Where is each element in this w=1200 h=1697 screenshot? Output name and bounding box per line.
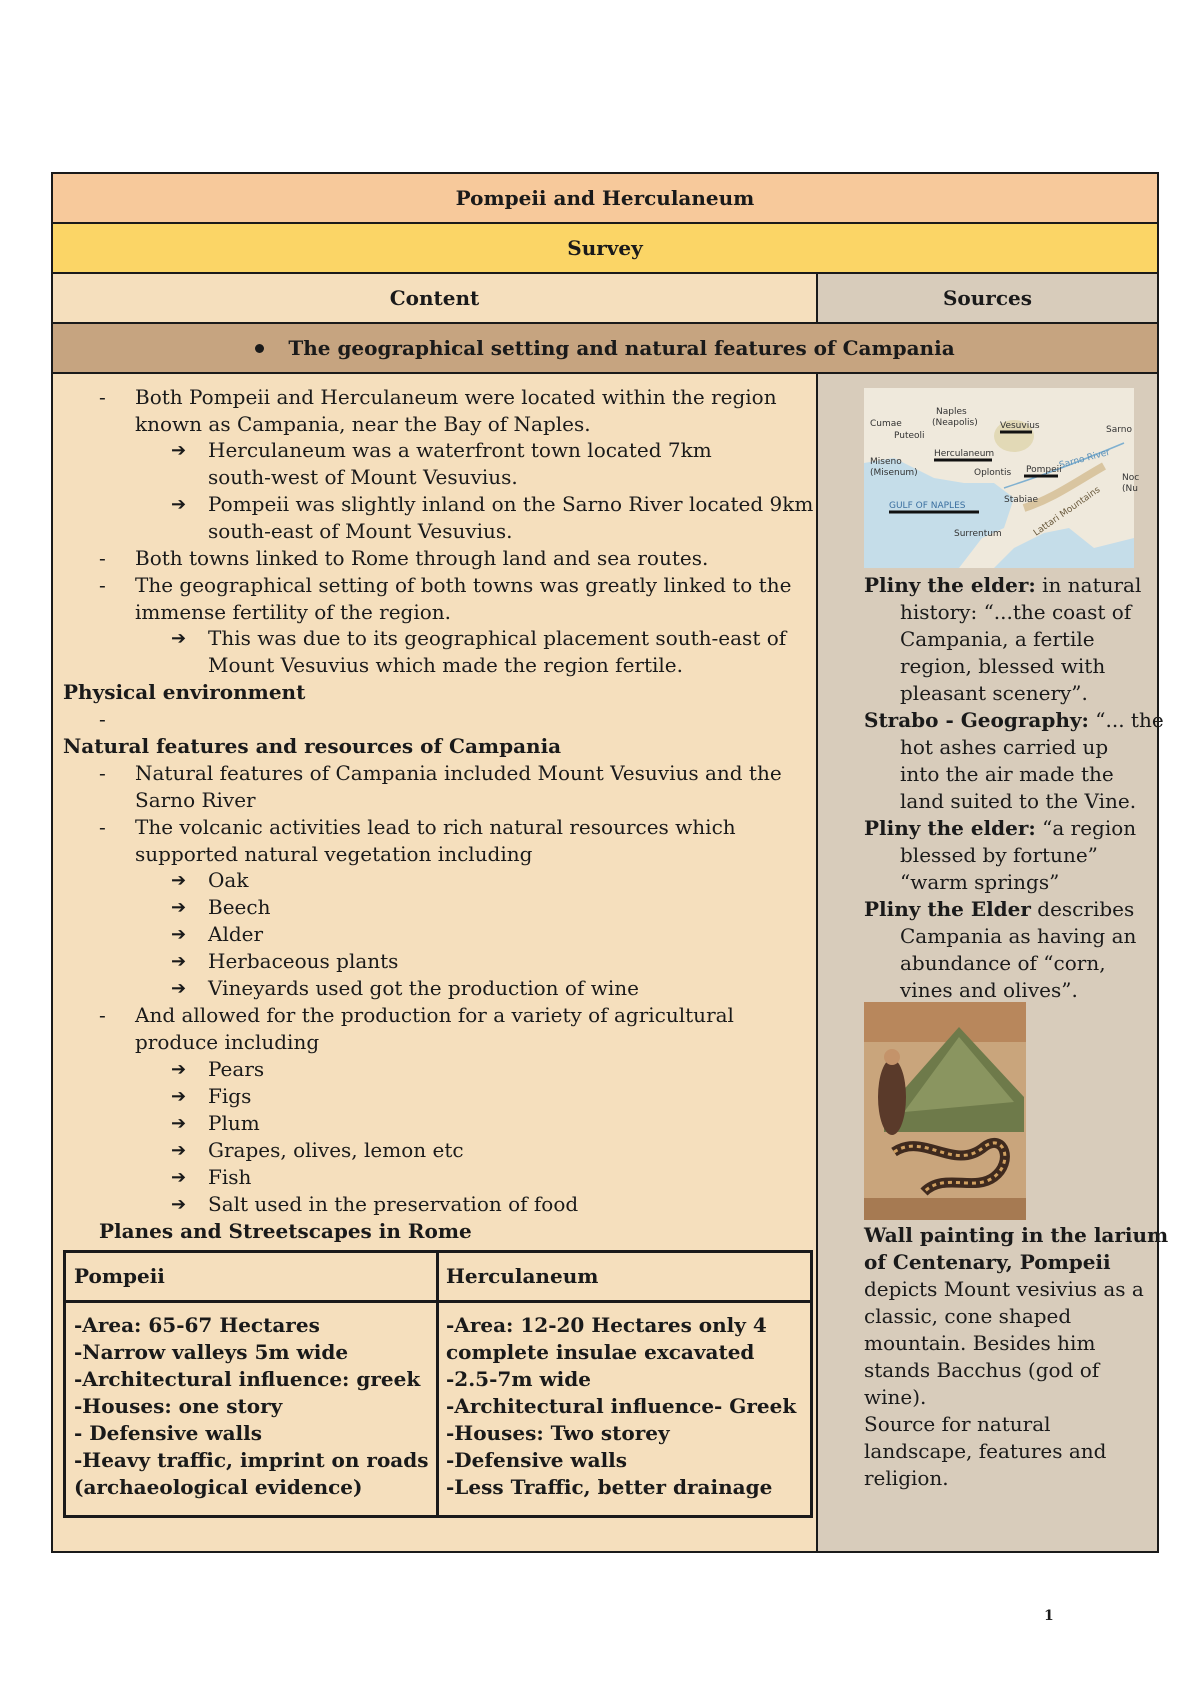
caption-line: landscape, features and [864, 1439, 1107, 1463]
table-cell-pompeii: -Houses: one story [74, 1394, 283, 1418]
map-graphic [864, 388, 1140, 568]
dash-marker: - [99, 815, 106, 839]
content-line: Mount Vesuvius which made the region fertile. [208, 653, 683, 677]
table-divider [66, 1300, 810, 1303]
table-cell-herculaneum: -Houses: Two storey [446, 1421, 670, 1445]
dash-marker: - [99, 707, 106, 731]
table-cell-pompeii: -Area: 65-67 Hectares [74, 1313, 320, 1337]
dash-marker: - [99, 573, 106, 597]
source-text: “... the [1088, 708, 1164, 732]
map-label: Stabiae [1004, 495, 1039, 505]
survey-table [51, 172, 1169, 1553]
wall-painting-image [864, 1002, 1026, 1220]
source-text: in natural [1035, 573, 1142, 597]
heading-physical-environment: Physical environment [63, 680, 306, 704]
campania-map [864, 388, 1140, 568]
table-cell-herculaneum: -Defensive walls [446, 1448, 628, 1472]
map-label: (Neapolis) [932, 418, 978, 428]
map-label: Naples [936, 407, 967, 417]
source-text: into the air made the [900, 762, 1114, 786]
map-label: GULF OF NAPLES [889, 501, 966, 511]
column-header-row [53, 274, 1157, 324]
content-line: Sarno River [135, 788, 256, 812]
list-item: Vineyards used got the production of wine [208, 976, 639, 1000]
arrow-right-icon: ➔ [171, 628, 187, 649]
arrow-right-icon: ➔ [171, 494, 187, 515]
source-quote [864, 707, 1164, 734]
arrow-right-icon: ➔ [171, 1113, 187, 1134]
arrow-right-icon: ➔ [171, 924, 187, 945]
content-line: Both towns linked to Rome through land and sea routes. [135, 546, 709, 570]
arrow-right-icon: ➔ [171, 1140, 187, 1161]
source-text: “warm springs” [900, 870, 1060, 894]
list-item: Oak [208, 868, 249, 892]
caption-line: Source for natural [864, 1412, 1051, 1436]
arrow-right-icon: ➔ [171, 440, 187, 461]
source-text: region, blessed with [900, 654, 1106, 678]
table-header-pompeii: Pompeii [74, 1264, 165, 1288]
arrow-right-icon: ➔ [171, 1167, 187, 1188]
content-line: Pompeii was slightly inland on the Sarno River located 9km [208, 492, 814, 516]
sources-column-header [818, 274, 1157, 322]
table-cell-herculaneum: complete insulae excavated [446, 1340, 755, 1364]
map-label: (Nu [1122, 484, 1138, 494]
table-body [53, 374, 1169, 1551]
arrow-right-icon: ➔ [171, 1194, 187, 1215]
source-text: pleasant scenery”. [900, 681, 1088, 705]
table-cell-pompeii: -Heavy traffic, imprint on roads [74, 1448, 429, 1472]
content-column-header [53, 274, 818, 322]
table-cell-herculaneum: -2.5-7m wide [446, 1367, 591, 1391]
content-header-label: Content [389, 286, 480, 310]
content-line: Natural features of Campania included Mount Vesuvius and the [135, 761, 782, 785]
dash-marker: - [99, 546, 106, 570]
arrow-right-icon: ➔ [171, 1059, 187, 1080]
map-label: Vesuvius [1000, 421, 1040, 431]
content-line: immense fertility of the region. [135, 600, 452, 624]
source-quote [864, 815, 1136, 842]
caption-line: religion. [864, 1466, 949, 1490]
map-label: Pompeii [1026, 465, 1062, 475]
list-item: Herbaceous plants [208, 949, 399, 973]
content-line: This was due to its geographical placement south-east of [208, 626, 787, 650]
arrow-right-icon: ➔ [171, 870, 187, 891]
table-divider [436, 1253, 439, 1515]
map-label: Puteoli [894, 431, 925, 441]
page-subtitle: Survey [567, 236, 643, 260]
dash-marker: - [99, 385, 106, 409]
list-item: Salt used in the preservation of food [208, 1192, 579, 1216]
page-title: Pompeii and Herculaneum [455, 186, 755, 210]
dash-marker: - [99, 761, 106, 785]
list-item: Fish [208, 1165, 252, 1189]
arrow-right-icon: ➔ [171, 1086, 187, 1107]
source-quote [864, 572, 1141, 599]
list-item: Pears [208, 1057, 265, 1081]
sources-header-label: Sources [942, 286, 1033, 310]
arrow-right-icon: ➔ [171, 951, 187, 972]
caption-line: classic, cone shaped [864, 1304, 1072, 1328]
dash-marker: - [99, 1003, 106, 1027]
content-line: south-west of Mount Vesuvius. [208, 465, 518, 489]
source-text: Campania as having an [900, 924, 1137, 948]
source-author: Pliny the elder: [864, 816, 1036, 840]
content-line: Herculaneum was a waterfront town located 7km [208, 438, 712, 462]
content-line: produce including [135, 1030, 320, 1054]
caption-line: of Centenary, Pompeii [864, 1250, 1111, 1274]
table-cell-herculaneum: -Area: 12-20 Hectares only 4 [446, 1313, 767, 1337]
map-label: Herculaneum [934, 449, 995, 459]
fresco-graphic [864, 1002, 1026, 1220]
caption-line: wine). [864, 1385, 927, 1409]
source-text: blessed by fortune” [900, 843, 1098, 867]
caption-line: stands Bacchus (god of [864, 1358, 1100, 1382]
content-line: Both Pompeii and Herculaneum were located within the region [135, 385, 777, 409]
content-line: south-east of Mount Vesuvius. [208, 519, 513, 543]
map-label: Noc [1122, 473, 1140, 483]
content-line: The volcanic activities lead to rich natural resources which [135, 815, 736, 839]
source-author: Strabo - Geography: [864, 708, 1089, 732]
source-text: Campania, a fertile [900, 627, 1095, 651]
map-label: Cumae [870, 419, 902, 429]
arrow-right-icon: ➔ [171, 978, 187, 999]
caption-line: mountain. Besides him [864, 1331, 1096, 1355]
source-text: describes [1030, 897, 1135, 921]
list-item: Plum [208, 1111, 260, 1135]
list-item: Alder [208, 922, 264, 946]
heading-natural-features: Natural features and resources of Campania [63, 734, 562, 758]
map-label: Lattari Mountains [1031, 485, 1103, 539]
map-label: Miseno [870, 457, 902, 467]
source-text: “a region [1035, 816, 1137, 840]
table-cell-pompeii: (archaeological evidence) [74, 1475, 363, 1499]
map-label: Surrentum [954, 529, 1002, 539]
source-quote [864, 896, 1134, 923]
heading-planes-streetscapes: Planes and Streetscapes in Rome [99, 1219, 472, 1243]
bullet-icon [255, 344, 264, 353]
arrow-right-icon: ➔ [171, 897, 187, 918]
content-line: The geographical setting of both towns was greatly linked to the [135, 573, 792, 597]
source-text: hot ashes carried up [900, 735, 1109, 759]
content-line: supported natural vegetation including [135, 842, 533, 866]
table-cell-herculaneum: -Architectural influence- Greek [446, 1394, 797, 1418]
source-text: land suited to the Vine. [900, 789, 1137, 813]
caption-line: depicts Mount vesivius as a [864, 1277, 1144, 1301]
subtitle-row [53, 224, 1157, 274]
title-row [53, 174, 1157, 224]
list-item: Beech [208, 895, 271, 919]
caption-line: Wall painting in the larium [864, 1223, 1169, 1247]
table-header-herculaneum: Herculaneum [446, 1264, 599, 1288]
map-label: Oplontis [974, 468, 1012, 478]
content-line: known as Campania, near the Bay of Naples. [135, 412, 591, 436]
page-number: 1 [1044, 1608, 1054, 1624]
table-cell-pompeii: -Architectural influence: greek [74, 1367, 421, 1391]
table-cell-pompeii: -Narrow valleys 5m wide [74, 1340, 349, 1364]
list-item: Grapes, olives, lemon etc [208, 1138, 464, 1162]
table-cell-pompeii: - Defensive walls [74, 1421, 262, 1445]
source-text: vines and olives”. [900, 978, 1078, 1002]
map-label: (Misenum) [870, 468, 918, 478]
table-cell-herculaneum: -Less Traffic, better drainage [446, 1475, 773, 1499]
source-author: Pliny the Elder [864, 897, 1031, 921]
list-item: Figs [208, 1084, 252, 1108]
content-cell [53, 374, 818, 1551]
map-label: Sarno [1106, 425, 1132, 435]
map-label: Sarno River [1058, 447, 1112, 471]
source-text: abundance of “corn, [900, 951, 1106, 975]
comparison-table [63, 1250, 813, 1518]
content-line: And allowed for the production for a variety of agricultural [135, 1003, 734, 1027]
section-heading-row [53, 324, 1157, 374]
source-author: Pliny the elder: [864, 573, 1036, 597]
source-text: history: “...the coast of [900, 600, 1132, 624]
sources-cell [818, 374, 1169, 1551]
section-heading: The geographical setting and natural features of Campania [288, 336, 955, 360]
